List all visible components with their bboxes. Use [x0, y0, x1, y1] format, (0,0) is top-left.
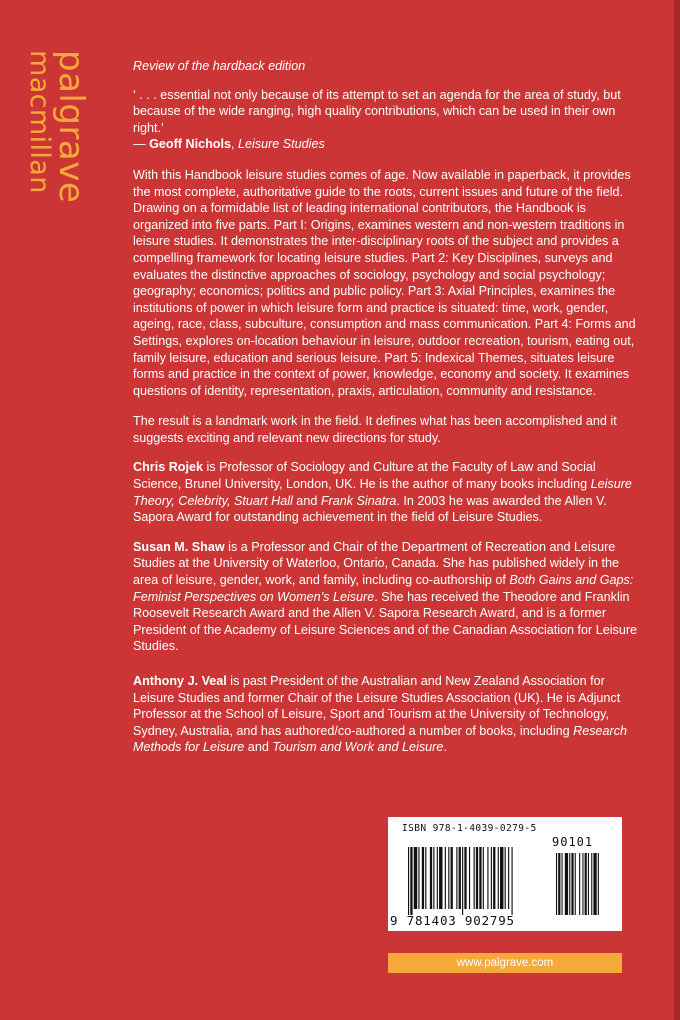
review-quote [133, 87, 643, 153]
review-heading: Review of the hardback edition [133, 59, 306, 73]
bio-name: Chris Rojek [133, 460, 203, 475]
isbn-barcode [388, 817, 622, 931]
barcode-main-number: 9 781403 902795 [390, 913, 515, 928]
review-quote-text: ‘ . . . essential not only because of its attempt to set an agenda for the area of study, but because of the wide ranging, high quality contributions, which can be used in their own right.’ [133, 87, 621, 135]
logo-macmillan: macmillan [24, 50, 55, 194]
bio-text: is past President of the Australian and New Zealand Association for Leisure Studies and former Chair of the Leisure Studies Association (UK). He is Adjunct Professor at the School of Leisure, Sport and Tourism at the University of Technology, Sydney, Australia, and has authored/co-authored a number of books, including [133, 674, 621, 738]
isbn-label: ISBN 978-1-4039-0279-5 [402, 823, 537, 834]
bio-text: . [443, 740, 447, 755]
review-source: Leisure Studies [237, 137, 325, 152]
bio-book-title: Research Methods for Leisure [133, 723, 628, 755]
attribution-dash: — [133, 137, 150, 152]
bio-text: is Professor of Sociology and Culture at the Faculty of Law and Social Science, Brunel University, London, UK. He is the author of many books including [133, 460, 596, 492]
reviewer-name: Geoff Nichols [149, 137, 231, 152]
bio-chris-rojek [133, 459, 643, 525]
bio-book-title: Frank Sinatra [320, 493, 397, 508]
bio-book-title: Both Gains and Gaps: Feminist Perspectives on Women’s Leisure [133, 573, 634, 604]
bio-text: and [244, 740, 273, 755]
publisher-url[interactable]: www.palgrave.com [388, 953, 622, 973]
logo-palgrave: palgrave [51, 50, 91, 204]
barcode-bars [400, 839, 612, 917]
publisher-logo [18, 50, 91, 220]
attribution-separator: , [230, 137, 238, 152]
bio-text: is a Professor and Chair of the Department of Recreation and Leisure Studies at the University of Waterloo, Ontario, Canada. She has published widely in the area of leisure, gender, work, and family, including co-authorship of [133, 539, 620, 588]
bio-name: Anthony J. Veal [133, 674, 227, 688]
description-paragraph-1: With this Handbook leisure studies comes of age. Now available in paperback, it provides the most complete, authoritative guide to the roots, current issues and future of the field. Drawing on a formidable list of leading international contributors, the Handbook is organized into five parts. Part I: Origins, examines western and non-western traditions in leisure studies. It demonstrates the inter-disciplinary roots of the subject and provides a compelling framework for locating leisure studies. Part 2: Key Disciplines, surveys and evaluates the distinctive approaches of sociology, psychology and social psychology; geography; economics; politics and public policy. Part 3: Axial Principles, examines the institutions of power in which leisure form and practice is situated: time, work, gender, ageing, race, class, subculture, consumption and mass communication. Part 4: Forms and Settings, explores on-location behaviour in leisure, outdoor recreation, tourism, eating out, family leisure, education and serious leisure. Part 5: Indexical Themes, situates leisure forms and practice in the context of power, knowledge, economy and society. It examines questions of identity, representation, praxis, articulation, community and resistance. [133, 167, 636, 398]
barcode-addon-number: 90101 [552, 835, 594, 849]
bio-book-title: Leisure Theory, Celebrity, Stuart Hall [133, 477, 632, 508]
bio-susan-shaw [133, 539, 643, 655]
bio-text: . She has received the Theodore and Franklin Roosevelt Research Award and the Allen V. Sapora Research Award, and is a former President of the Academy of Leisure Sciences and of the Canadian Association for Leisure Studies. [133, 589, 638, 654]
bio-text: . In 2003 he was awarded the Allen V. Sapora Award for outstanding achievement in the field of Leisure Studies. [133, 493, 607, 525]
bio-book-title: Tourism and Work and Leisure [272, 740, 444, 755]
description-paragraph-2: The result is a landmark work in the field. It defines what has been accomplished and it suggests exciting and relevant new directions for study. [133, 414, 617, 445]
bio-text: and [292, 493, 321, 508]
bio-anthony-veal [133, 673, 643, 756]
back-cover-text [133, 58, 643, 756]
bio-name: Susan M. Shaw [133, 539, 225, 554]
cover-edge [674, 0, 680, 1020]
review-attribution [133, 136, 643, 153]
